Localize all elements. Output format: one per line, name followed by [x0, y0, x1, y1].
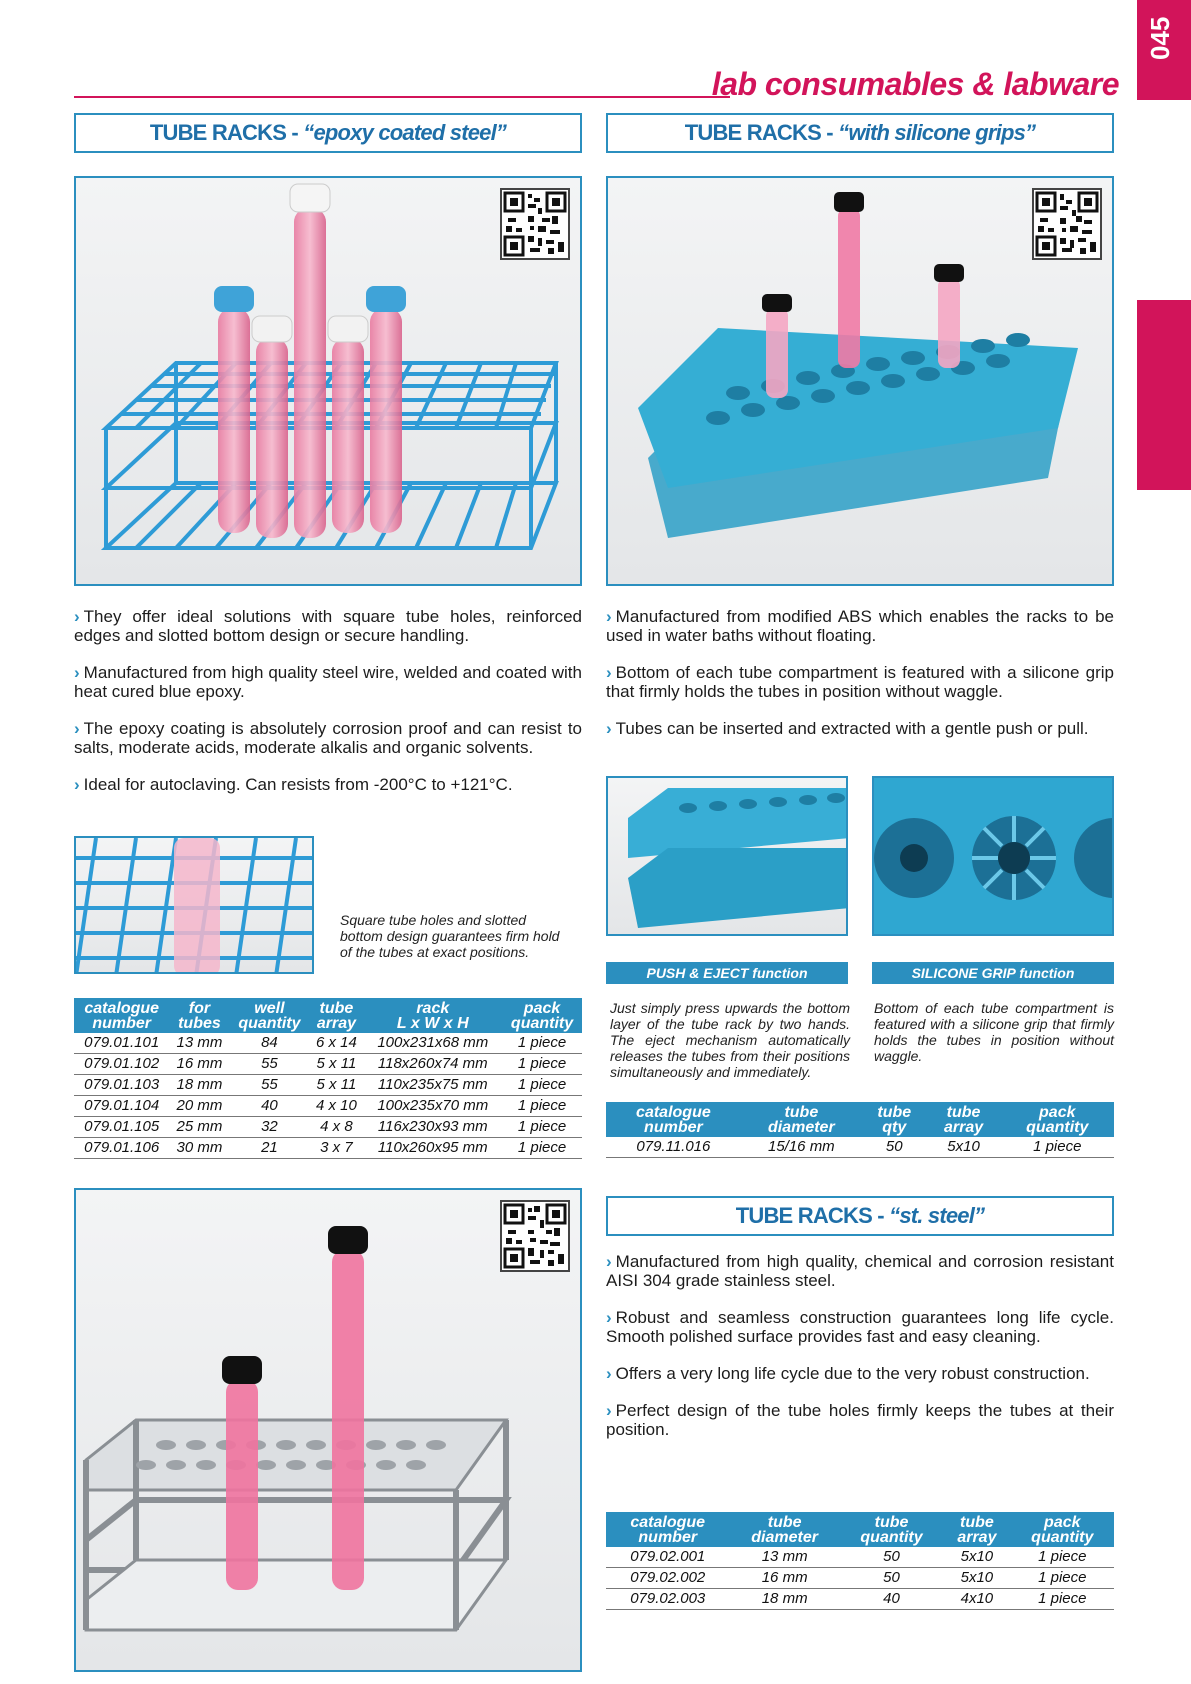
- table-cell: 6 x 14: [309, 1033, 363, 1054]
- silicone-rack-illustration: [608, 178, 1114, 586]
- table-row: [606, 1568, 1114, 1589]
- table-cell: 1 piece: [1011, 1547, 1114, 1568]
- epoxy-title-sub: “epoxy coated steel”: [303, 120, 507, 145]
- column-header: catalogue number: [606, 1512, 729, 1547]
- column-header: tube diameter: [729, 1512, 839, 1547]
- list-item: › Tubes can be inserted and extracted with a gentle push or pull.: [606, 719, 1089, 738]
- list-item: › The epoxy coating is absolutely corrosion proof and can resist to salts, moderate acids, moderate alkalis and organic solvents.: [74, 719, 582, 757]
- header-rule: [74, 96, 730, 98]
- table-body: [606, 1547, 1114, 1610]
- table-row: [74, 1075, 582, 1096]
- silicone-grip-text: Bottom of each tube compartment is featured with a silicone grip that firmly holds the tubes in position without waggle.: [874, 1000, 1114, 1064]
- table-cell: 5 x 11: [309, 1054, 363, 1075]
- column-header: catalogue number: [606, 1102, 741, 1137]
- category-title: lab consumables & labware: [711, 66, 1119, 102]
- table-cell: 4 x 8: [309, 1117, 363, 1138]
- table-header-row: [74, 998, 582, 1033]
- steel-title-main: TUBE RACKS -: [735, 1203, 890, 1228]
- table-header-row: [606, 1512, 1114, 1547]
- column-header: rack L x W x H: [363, 998, 502, 1033]
- steel-bullets: [606, 1252, 1114, 1457]
- chevron-right-icon: ›: [606, 719, 612, 738]
- table-cell: 18 mm: [729, 1589, 839, 1610]
- silicone-bullets: [606, 607, 1114, 756]
- push-eject-text: Just simply press upwards the bottom layer of the tube rack by two hands. The eject mechanism automatically releases the tubes from their positions simultaneously and immediately.: [610, 1000, 850, 1080]
- table-cell: 5 x 11: [309, 1075, 363, 1096]
- table-cell: 079.02.002: [606, 1568, 729, 1589]
- column-header: pack quantity: [502, 998, 582, 1033]
- table-cell: 079.01.102: [74, 1054, 169, 1075]
- column-header: tube qty: [862, 1102, 927, 1137]
- chevron-right-icon: ›: [606, 1308, 612, 1327]
- wire-grid-illustration: [76, 838, 314, 974]
- table-cell: 3 x 7: [309, 1138, 363, 1159]
- table-cell: 1 piece: [1001, 1137, 1114, 1158]
- steel-rack-illustration: [76, 1190, 582, 1672]
- table-row: [606, 1547, 1114, 1568]
- section-tab: [1137, 300, 1191, 490]
- table-cell: 20 mm: [169, 1096, 229, 1117]
- steel-title-sub: “st. steel”: [889, 1203, 985, 1228]
- epoxy-rack-photo: [74, 176, 582, 586]
- list-item: › They offer ideal solutions with square tube holes, reinforced edges and slotted bottom design or secure handling.: [74, 607, 582, 645]
- table-row: [74, 1033, 582, 1054]
- list-item: › Ideal for autoclaving. Can resists from -200°C to +121°C.: [74, 775, 513, 794]
- push-eject-label: PUSH & EJECT function: [606, 962, 848, 984]
- chevron-right-icon: ›: [606, 1364, 612, 1383]
- column-header: tube diameter: [741, 1102, 862, 1137]
- table-cell: 079.01.105: [74, 1117, 169, 1138]
- table-row: [74, 1117, 582, 1138]
- table-cell: 116x230x93 mm: [363, 1117, 502, 1138]
- table-cell: 1 piece: [1011, 1589, 1114, 1610]
- steel-spec-table: [606, 1512, 1114, 1610]
- list-item: › Offers a very long life cycle due to the very robust construction.: [606, 1364, 1090, 1383]
- table-cell: 15/16 mm: [741, 1137, 862, 1158]
- page-number-tab: [1137, 0, 1191, 100]
- table-cell: 079.01.106: [74, 1138, 169, 1159]
- chevron-right-icon: ›: [74, 663, 80, 682]
- push-eject-illustration: [608, 778, 848, 936]
- list-item: › Robust and seamless construction guarantees long life cycle. Smooth polished surface provides fast and easy cleaning.: [606, 1308, 1114, 1346]
- table-cell: 1 piece: [502, 1117, 582, 1138]
- chevron-right-icon: ›: [606, 1252, 612, 1271]
- table-cell: 50: [862, 1137, 927, 1158]
- chevron-right-icon: ›: [606, 607, 612, 626]
- table-cell: 55: [229, 1075, 309, 1096]
- column-header: for tubes: [169, 998, 229, 1033]
- table-cell: 21: [229, 1138, 309, 1159]
- table-cell: 079.11.016: [606, 1137, 741, 1158]
- table-cell: 110x235x75 mm: [363, 1075, 502, 1096]
- table-cell: 079.02.001: [606, 1547, 729, 1568]
- table-cell: 100x231x68 mm: [363, 1033, 502, 1054]
- silicone-title-sub: “with silicone grips”: [838, 120, 1036, 145]
- push-eject-photo: [606, 776, 848, 936]
- epoxy-bullets: [74, 607, 582, 812]
- chevron-right-icon: ›: [606, 1401, 612, 1420]
- column-header: tube array: [927, 1102, 1001, 1137]
- table-cell: 13 mm: [729, 1547, 839, 1568]
- table-header-row: [606, 1102, 1114, 1137]
- table-cell: 30 mm: [169, 1138, 229, 1159]
- table-cell: 5x10: [927, 1137, 1001, 1158]
- table-cell: 079.01.103: [74, 1075, 169, 1096]
- chevron-right-icon: ›: [606, 663, 612, 682]
- silicone-grip-label: SILICONE GRIP function: [872, 962, 1114, 984]
- table-cell: 1 piece: [502, 1033, 582, 1054]
- column-header: pack quantity: [1001, 1102, 1114, 1137]
- epoxy-section-title: [74, 113, 582, 153]
- column-header: well quantity: [229, 998, 309, 1033]
- table-cell: 1 piece: [502, 1075, 582, 1096]
- epoxy-title-main: TUBE RACKS -: [149, 120, 304, 145]
- steel-section-title: [606, 1196, 1114, 1236]
- silicone-grip-illustration: [874, 778, 1114, 936]
- epoxy-detail-caption: Square tube holes and slotted bottom design guarantees firm hold of the tubes at exact positions.: [340, 912, 560, 960]
- table-cell: 50: [840, 1547, 943, 1568]
- table-cell: 1 piece: [502, 1096, 582, 1117]
- column-header: tube array: [943, 1512, 1010, 1547]
- table-cell: 079.01.101: [74, 1033, 169, 1054]
- table-body: [74, 1033, 582, 1159]
- chevron-right-icon: ›: [74, 775, 80, 794]
- epoxy-detail-photo: [74, 836, 314, 974]
- table-body: [606, 1137, 1114, 1158]
- column-header: tube quantity: [840, 1512, 943, 1547]
- list-item: › Manufactured from high quality, chemical and corrosion resistant AISI 304 grade stainless steel.: [606, 1252, 1114, 1290]
- table-row: [606, 1589, 1114, 1610]
- chevron-right-icon: ›: [74, 719, 80, 738]
- silicone-spec-table: [606, 1102, 1114, 1158]
- table-cell: 100x235x70 mm: [363, 1096, 502, 1117]
- silicone-grip-photo: [872, 776, 1114, 936]
- epoxy-spec-table: [74, 998, 582, 1159]
- table-row: [74, 1138, 582, 1159]
- table-cell: 118x260x74 mm: [363, 1054, 502, 1075]
- column-header: catalogue number: [74, 998, 169, 1033]
- table-cell: 40: [840, 1589, 943, 1610]
- list-item: › Bottom of each tube compartment is featured with a silicone grip that firmly holds the tubes in position without waggle.: [606, 663, 1114, 701]
- epoxy-rack-illustration: [76, 178, 582, 586]
- table-cell: 13 mm: [169, 1033, 229, 1054]
- table-cell: 4 x 10: [309, 1096, 363, 1117]
- table-cell: 5x10: [943, 1547, 1010, 1568]
- table-cell: 25 mm: [169, 1117, 229, 1138]
- table-row: [74, 1096, 582, 1117]
- table-cell: 84: [229, 1033, 309, 1054]
- table-cell: 32: [229, 1117, 309, 1138]
- table-cell: 110x260x95 mm: [363, 1138, 502, 1159]
- table-cell: 18 mm: [169, 1075, 229, 1096]
- table-cell: 4x10: [943, 1589, 1010, 1610]
- silicone-section-title: [606, 113, 1114, 153]
- silicone-title-main: TUBE RACKS -: [684, 120, 839, 145]
- table-cell: 16 mm: [729, 1568, 839, 1589]
- table-cell: 16 mm: [169, 1054, 229, 1075]
- column-header: tube array: [309, 998, 363, 1033]
- table-cell: 50: [840, 1568, 943, 1589]
- page-number: 045: [1145, 16, 1175, 60]
- table-cell: 1 piece: [1011, 1568, 1114, 1589]
- list-item: › Manufactured from high quality steel wire, welded and coated with heat cured blue epoxy.: [74, 663, 582, 701]
- table-cell: 1 piece: [502, 1054, 582, 1075]
- chevron-right-icon: ›: [74, 607, 80, 626]
- table-row: [606, 1137, 1114, 1158]
- table-cell: 55: [229, 1054, 309, 1075]
- table-cell: 40: [229, 1096, 309, 1117]
- table-cell: 5x10: [943, 1568, 1010, 1589]
- list-item: › Perfect design of the tube holes firmly keeps the tubes at their position.: [606, 1401, 1114, 1439]
- table-cell: 1 piece: [502, 1138, 582, 1159]
- list-item: › Manufactured from modified ABS which enables the racks to be used in water baths without floating.: [606, 607, 1114, 645]
- silicone-rack-photo: [606, 176, 1114, 586]
- steel-rack-photo: [74, 1188, 582, 1672]
- column-header: pack quantity: [1011, 1512, 1114, 1547]
- table-cell: 079.01.104: [74, 1096, 169, 1117]
- table-cell: 079.02.003: [606, 1589, 729, 1610]
- table-row: [74, 1054, 582, 1075]
